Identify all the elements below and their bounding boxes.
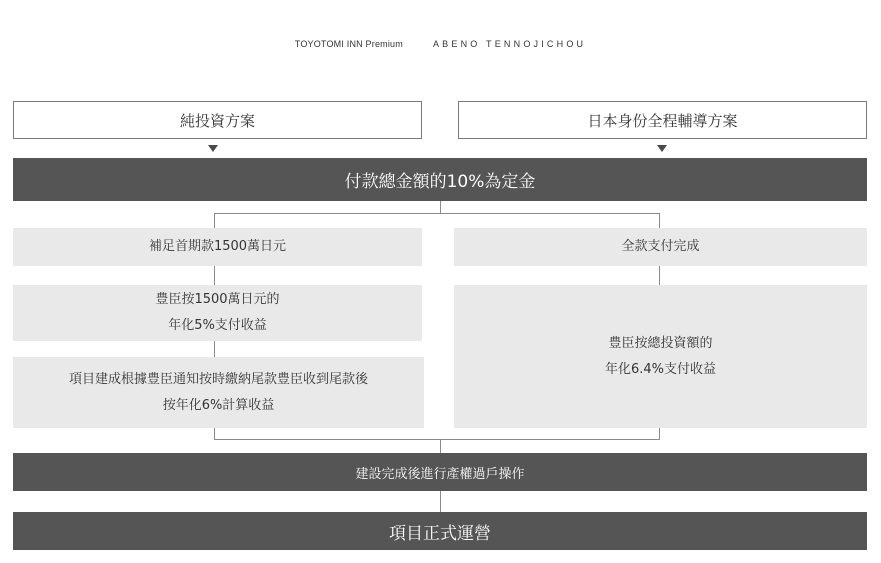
left-step-3-line-2: 按年化6%計算收益 — [162, 397, 275, 413]
left-step-3 — [13, 357, 424, 428]
left-step-3-line-1: 項目建成根據豊臣通知按時繳納尾款豊臣收到尾款後 — [68, 371, 368, 387]
deposit-bar — [13, 158, 867, 201]
left-step-1 — [13, 228, 422, 266]
left-step-2-line-1: 豊臣按1500萬日元的 — [155, 292, 280, 307]
connector-line — [440, 439, 441, 453]
right-step-1 — [454, 228, 867, 266]
plan-pure-investment-label: 純投資方案 — [179, 111, 255, 130]
location-name: ABENO TENNOJICHOU — [432, 39, 587, 49]
operation-bar — [13, 512, 867, 550]
connector-line — [440, 491, 441, 512]
connector-line — [659, 266, 660, 285]
left-step-1-label: 補足首期款1500萬日元 — [148, 239, 287, 254]
plan-japan-residency-label: 日本身份全程輔導方案 — [587, 111, 738, 130]
connector-line — [659, 213, 660, 228]
title-transfer-bar-label: 建設完成後進行產權過戶操作 — [355, 466, 525, 482]
brand-name: TOYOTOMI INN Premium — [294, 39, 403, 49]
right-step-2 — [454, 285, 867, 428]
plan-pure-investment — [13, 101, 422, 139]
connector-line — [214, 439, 660, 440]
connector-line — [214, 213, 660, 214]
connector-line — [214, 213, 215, 228]
right-step-2-line-1: 豊臣按總投資額的 — [608, 335, 713, 351]
arrow-down-icon — [208, 145, 218, 152]
right-step-1-label: 全款支付完成 — [621, 239, 700, 254]
arrow-down-icon — [657, 145, 667, 152]
plan-japan-residency — [458, 101, 867, 139]
left-step-2 — [13, 285, 422, 341]
connector-line — [214, 266, 215, 285]
right-step-2-line-2: 年化6.4%支付收益 — [604, 361, 717, 377]
title-transfer-bar — [13, 453, 867, 491]
header — [0, 36, 881, 52]
connector-line — [214, 341, 215, 357]
operation-bar-label: 項目正式運營 — [389, 523, 491, 544]
deposit-bar-label: 付款總金額的10%為定金 — [344, 172, 536, 192]
left-step-2-line-2: 年化5%支付收益 — [168, 318, 267, 333]
